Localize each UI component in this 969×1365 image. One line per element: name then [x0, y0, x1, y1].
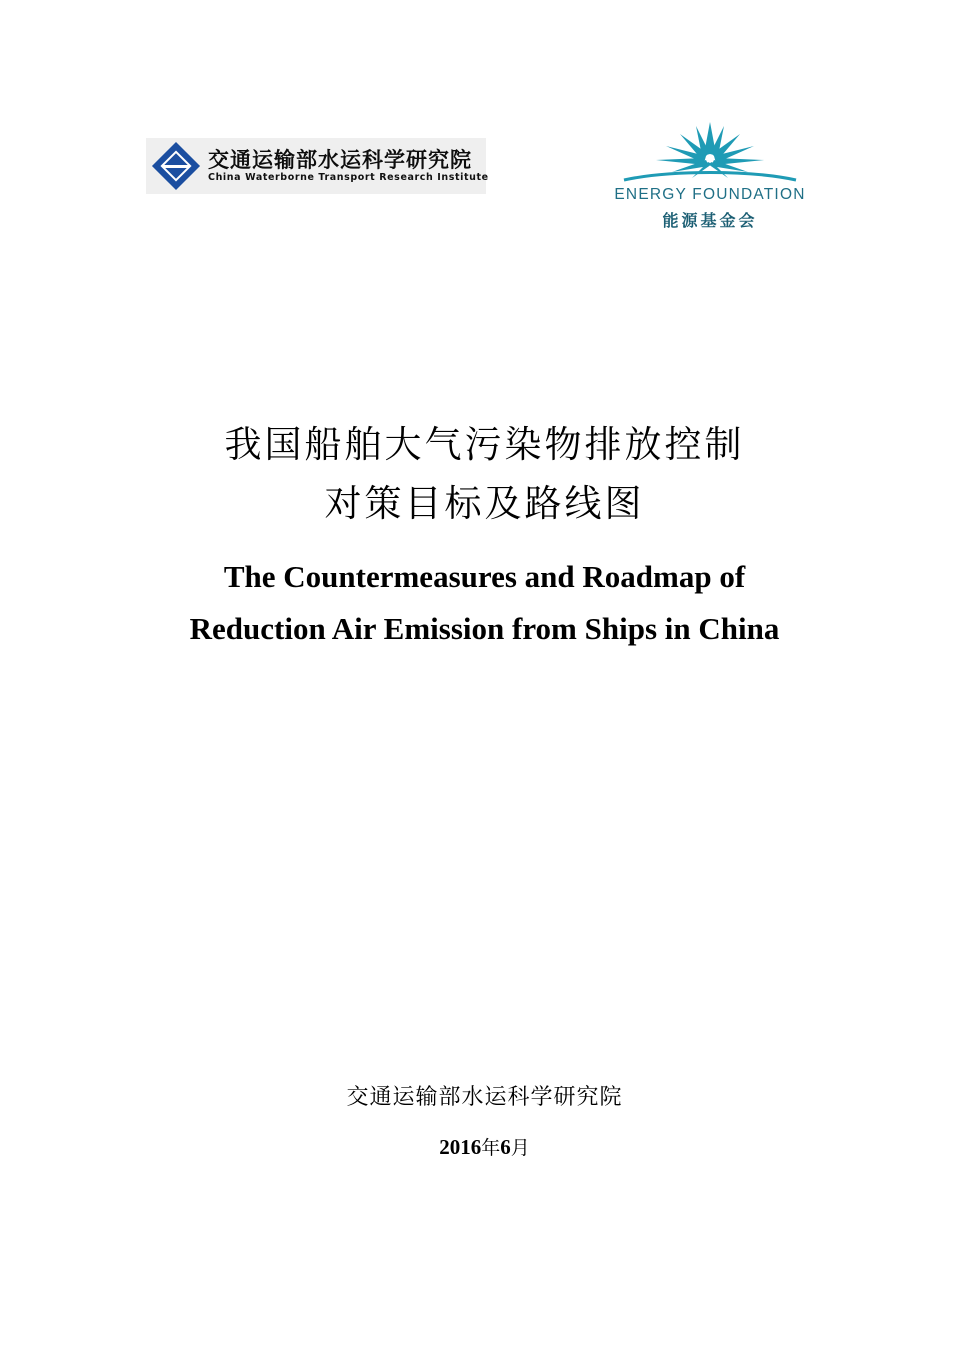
title-cn-line2: 对策目标及路线图 [324, 482, 645, 526]
cwtri-name-cn: 交通运输部水运科学研究院 [208, 147, 472, 172]
title-en-line2: Reduction Air Emission from Ships in China [189, 610, 780, 646]
footer-date [0, 1133, 969, 1160]
logo-row [0, 120, 969, 240]
footer-date-month-unit: 月 [510, 1137, 530, 1159]
cwtri-logo-text [208, 149, 489, 183]
diamond-emblem-icon [152, 142, 200, 190]
footer-date-year-unit: 年 [481, 1137, 501, 1159]
starburst-icon [610, 120, 810, 188]
footer-block [0, 1080, 969, 1160]
cwtri-name-en: China Waterborne Transport Research Institute [208, 172, 489, 184]
energy-foundation-name-cn: 能源基金会 [662, 211, 758, 230]
energy-foundation-logo [610, 120, 810, 240]
footer-date-year: 2016 [439, 1135, 482, 1159]
energy-foundation-name-en: ENERGY FOUNDATION [614, 186, 806, 203]
title-cn-line1: 我国船舶大气污染物排放控制 [224, 423, 745, 466]
footer-date-month: 6 [500, 1135, 511, 1159]
title-block [0, 415, 969, 654]
cwtri-logo [146, 138, 489, 194]
title-en-line1: The Countermeasures and Roadmap of [223, 559, 746, 595]
footer-organization: 交通运输部水运科学研究院 [346, 1085, 623, 1110]
